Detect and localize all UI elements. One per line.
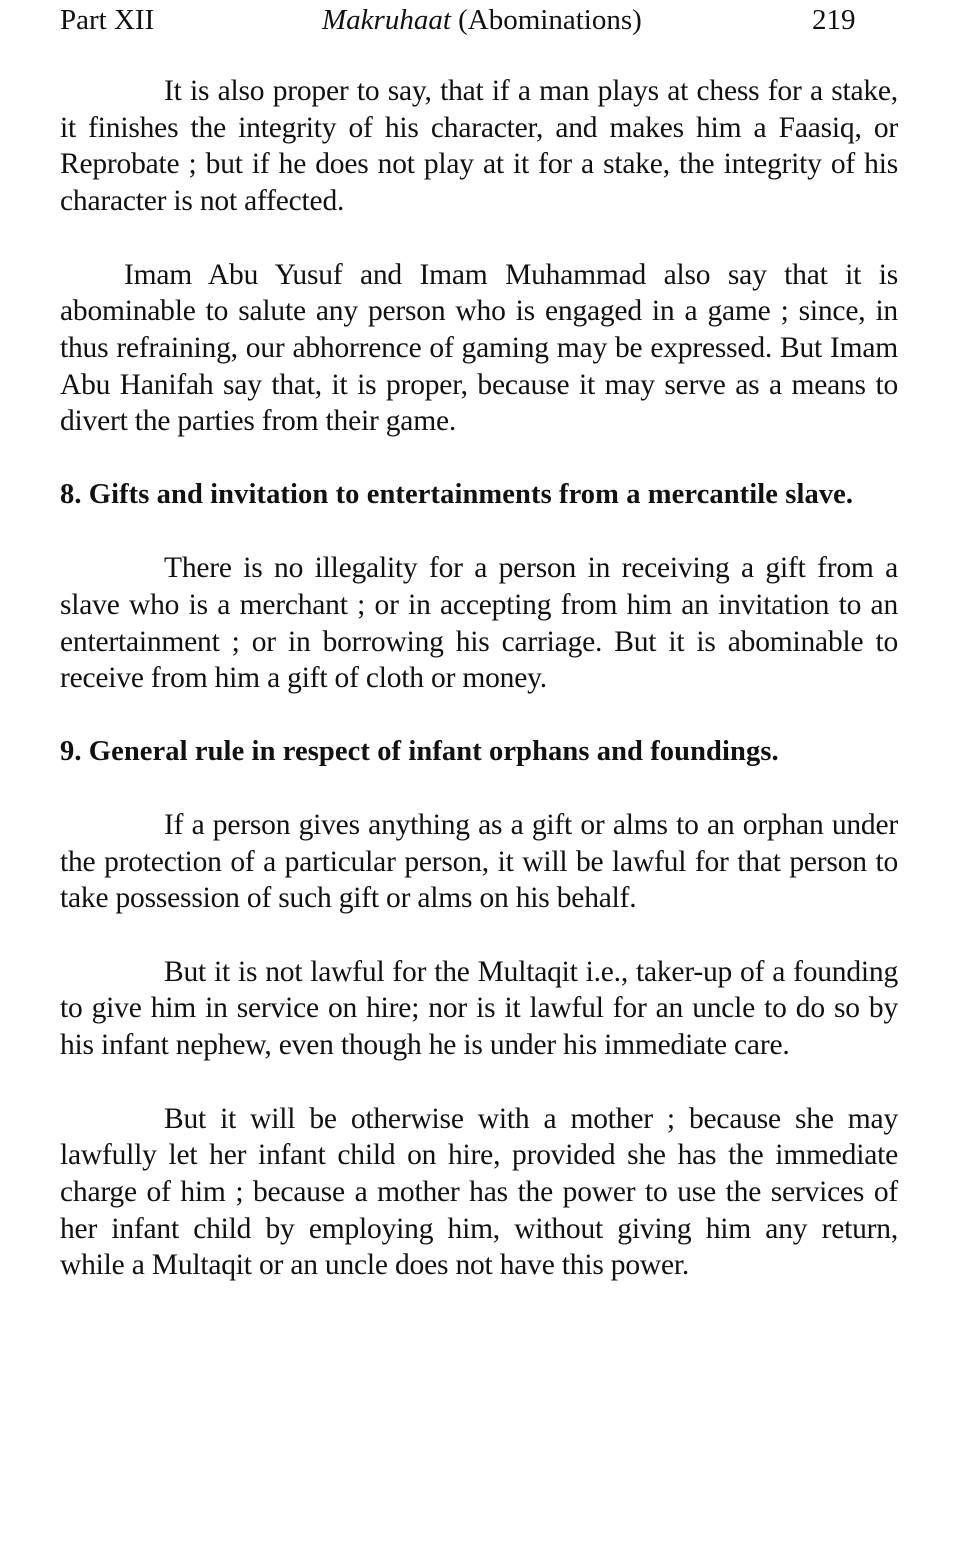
paragraph-multaqit: But it is not lawful for the Multaqit i.e., taker-up of a founding to give him in service on hire; nor is it lawful for an uncle to do so by his infant nephew, even though he is under his immediate care.: [60, 955, 898, 1062]
document-page: [60, 0, 898, 1284]
paragraph-chess-stake: It is also proper to say, that if a man plays at chess for a stake, it finishes the integrity of his character, and makes him a Faasiq, or Reprobate ; but if he does not play at it for a stake, the integrity of his character is not affected.: [60, 75, 898, 218]
running-header: [60, 0, 898, 46]
paragraph-mother: But it will be otherwise with a mother ; because she may lawfully let her infant child on hire, provided she has the immediate charge of him ; because a mother has the power to use the services of her infant child by employing him, without giving him any return, while a Multaqit or an uncle does not have this power.: [60, 1102, 898, 1282]
section-heading-8: 8. Gifts and invitation to entertainments from a mercantile slave.: [60, 478, 854, 510]
paragraph-slave-gift: There is no illegality for a person in receiving a gift from a slave who is a merchant ; or in accepting from him an invitation to an entertainment ; or in borrowing his carriage. But it is abominable to receive from him a gift of cloth or money.: [60, 552, 898, 695]
page-number: 219: [812, 4, 856, 36]
header-title-rest: (Abominations): [450, 4, 642, 36]
section-heading-9: 9. General rule in respect of infant orphans and foundings.: [60, 735, 779, 767]
header-title-italic: Makruhaat: [322, 4, 451, 36]
header-title: [322, 0, 642, 40]
paragraph-salute-gamer: Imam Abu Yusuf and Imam Muhammad also say that it is abominable to salute any person who is engaged in a game ; since, in thus refraining, our abhorrence of gaming may be expressed. But Imam Abu Hanifah say that, it is proper, because it may serve as a means to divert the parties from their game.: [60, 258, 898, 438]
header-part-label: Part XII: [60, 4, 155, 36]
paragraph-orphan-gift: If a person gives anything as a gift or alms to an orphan under the protection of a particular person, it will be lawful for that person to take possession of such gift or alms on his behalf.: [60, 808, 898, 915]
